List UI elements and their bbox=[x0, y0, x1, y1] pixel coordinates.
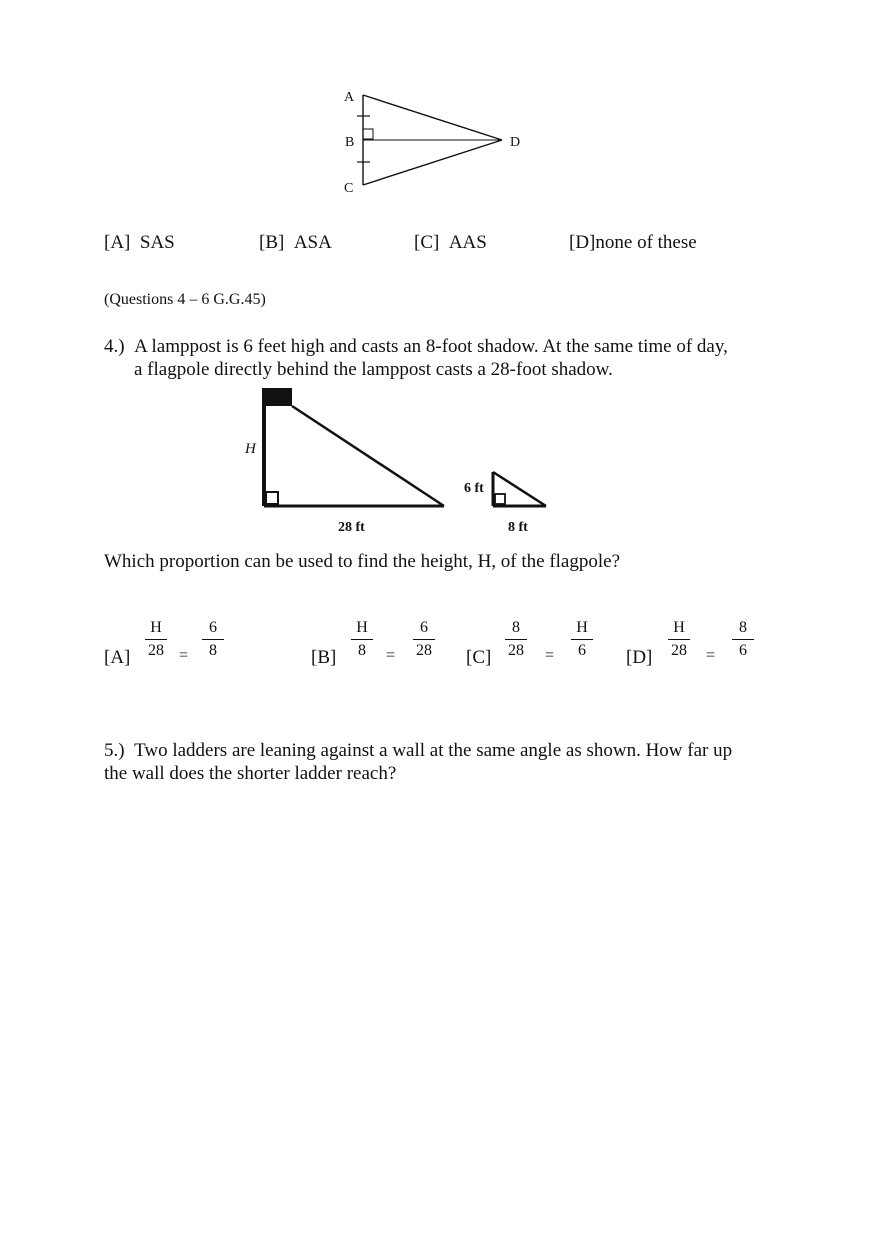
numerator: 6 bbox=[209, 619, 217, 636]
triangle-figure bbox=[330, 82, 530, 202]
question-text: A lamppost is 6 feet high and casts an 8-foot shadow. At the same time of day, bbox=[134, 336, 728, 357]
numerator: 8 bbox=[739, 619, 747, 636]
equals-sign: = bbox=[706, 647, 716, 664]
large-base-label: 28 ft bbox=[338, 520, 365, 535]
numerator: 6 bbox=[420, 619, 428, 636]
choice-label: [D] bbox=[569, 232, 596, 253]
option-label: [A] bbox=[104, 647, 131, 668]
numerator: 8 bbox=[512, 619, 520, 636]
choice-d[interactable] bbox=[569, 232, 697, 254]
flag bbox=[264, 388, 292, 406]
question-number: 4.) bbox=[104, 336, 125, 357]
label-a: A bbox=[344, 90, 355, 105]
right-fraction bbox=[730, 618, 756, 661]
question-4-prompt: Which proportion can be used to find the height, H, of the flagpole? bbox=[104, 551, 621, 572]
question-4 bbox=[104, 335, 784, 381]
large-right-angle-mark bbox=[266, 492, 278, 504]
denominator: 28 bbox=[508, 642, 524, 659]
fraction-bar bbox=[732, 639, 754, 640]
choice-text: AAS bbox=[448, 232, 487, 253]
choice-text: SAS bbox=[139, 232, 175, 253]
option-label: [B] bbox=[311, 647, 337, 668]
choice-text: none of these bbox=[595, 232, 697, 253]
choice-label: [C] bbox=[414, 232, 440, 253]
small-height-label: 6 ft bbox=[464, 481, 484, 496]
left-fraction bbox=[143, 618, 169, 661]
choice-a[interactable] bbox=[104, 232, 175, 254]
numerator: H bbox=[150, 619, 162, 636]
small-right-angle-mark bbox=[495, 494, 505, 504]
equals-sign: = bbox=[386, 647, 396, 664]
left-fraction bbox=[503, 618, 529, 661]
fraction-bar bbox=[668, 639, 690, 640]
shadow-figure bbox=[240, 384, 560, 540]
height-label: H bbox=[245, 441, 256, 457]
choice-text: ASA bbox=[293, 232, 332, 253]
denominator: 6 bbox=[578, 642, 586, 659]
right-angle-mark bbox=[363, 129, 373, 139]
fraction-bar bbox=[413, 639, 435, 640]
equals-sign: = bbox=[179, 647, 189, 664]
choice-c[interactable] bbox=[414, 232, 487, 254]
numerator: H bbox=[576, 619, 588, 636]
choice-b[interactable] bbox=[259, 232, 332, 254]
small-base-label: 8 ft bbox=[508, 520, 528, 535]
fraction-bar bbox=[505, 639, 527, 640]
left-fraction bbox=[349, 618, 375, 661]
label-c: C bbox=[344, 181, 354, 196]
fraction-bar bbox=[145, 639, 167, 640]
fraction-bar bbox=[202, 639, 224, 640]
equals-sign: = bbox=[545, 647, 555, 664]
question-number: 5.) bbox=[104, 740, 125, 761]
option-label: [D] bbox=[626, 647, 653, 668]
right-fraction bbox=[200, 618, 226, 661]
option-label: [C] bbox=[466, 647, 492, 668]
numerator: H bbox=[356, 619, 368, 636]
segment-ad bbox=[363, 95, 502, 140]
choice-label: [B] bbox=[259, 232, 285, 253]
small-hypotenuse bbox=[493, 472, 546, 506]
question-text: Two ladders are leaning against a wall at the same angle as shown. How far up bbox=[134, 740, 733, 761]
question-4-line-1 bbox=[104, 335, 784, 358]
denominator: 28 bbox=[671, 642, 687, 659]
right-fraction bbox=[411, 618, 437, 661]
denominator: 28 bbox=[416, 642, 432, 659]
section-note: (Questions 4 – 6 G.G.45) bbox=[104, 291, 266, 308]
choice-label: [A] bbox=[104, 232, 131, 253]
fraction-bar bbox=[351, 639, 373, 640]
fraction-bar bbox=[571, 639, 593, 640]
denominator: 28 bbox=[148, 642, 164, 659]
label-b: B bbox=[345, 135, 355, 150]
question-4-line-2: a flagpole directly behind the lamppost casts a 28-foot shadow. bbox=[134, 359, 613, 380]
question-5-line-1 bbox=[104, 739, 784, 762]
denominator: 6 bbox=[739, 642, 747, 659]
right-fraction bbox=[569, 618, 595, 661]
left-fraction bbox=[666, 618, 692, 661]
large-hypotenuse bbox=[292, 406, 444, 506]
denominator: 8 bbox=[209, 642, 217, 659]
question-5-line-2: the wall does the shorter ladder reach? bbox=[104, 763, 397, 784]
denominator: 8 bbox=[358, 642, 366, 659]
numerator: H bbox=[673, 619, 685, 636]
label-d: D bbox=[510, 135, 521, 150]
segment-cd bbox=[363, 140, 502, 185]
question-5 bbox=[104, 739, 784, 785]
